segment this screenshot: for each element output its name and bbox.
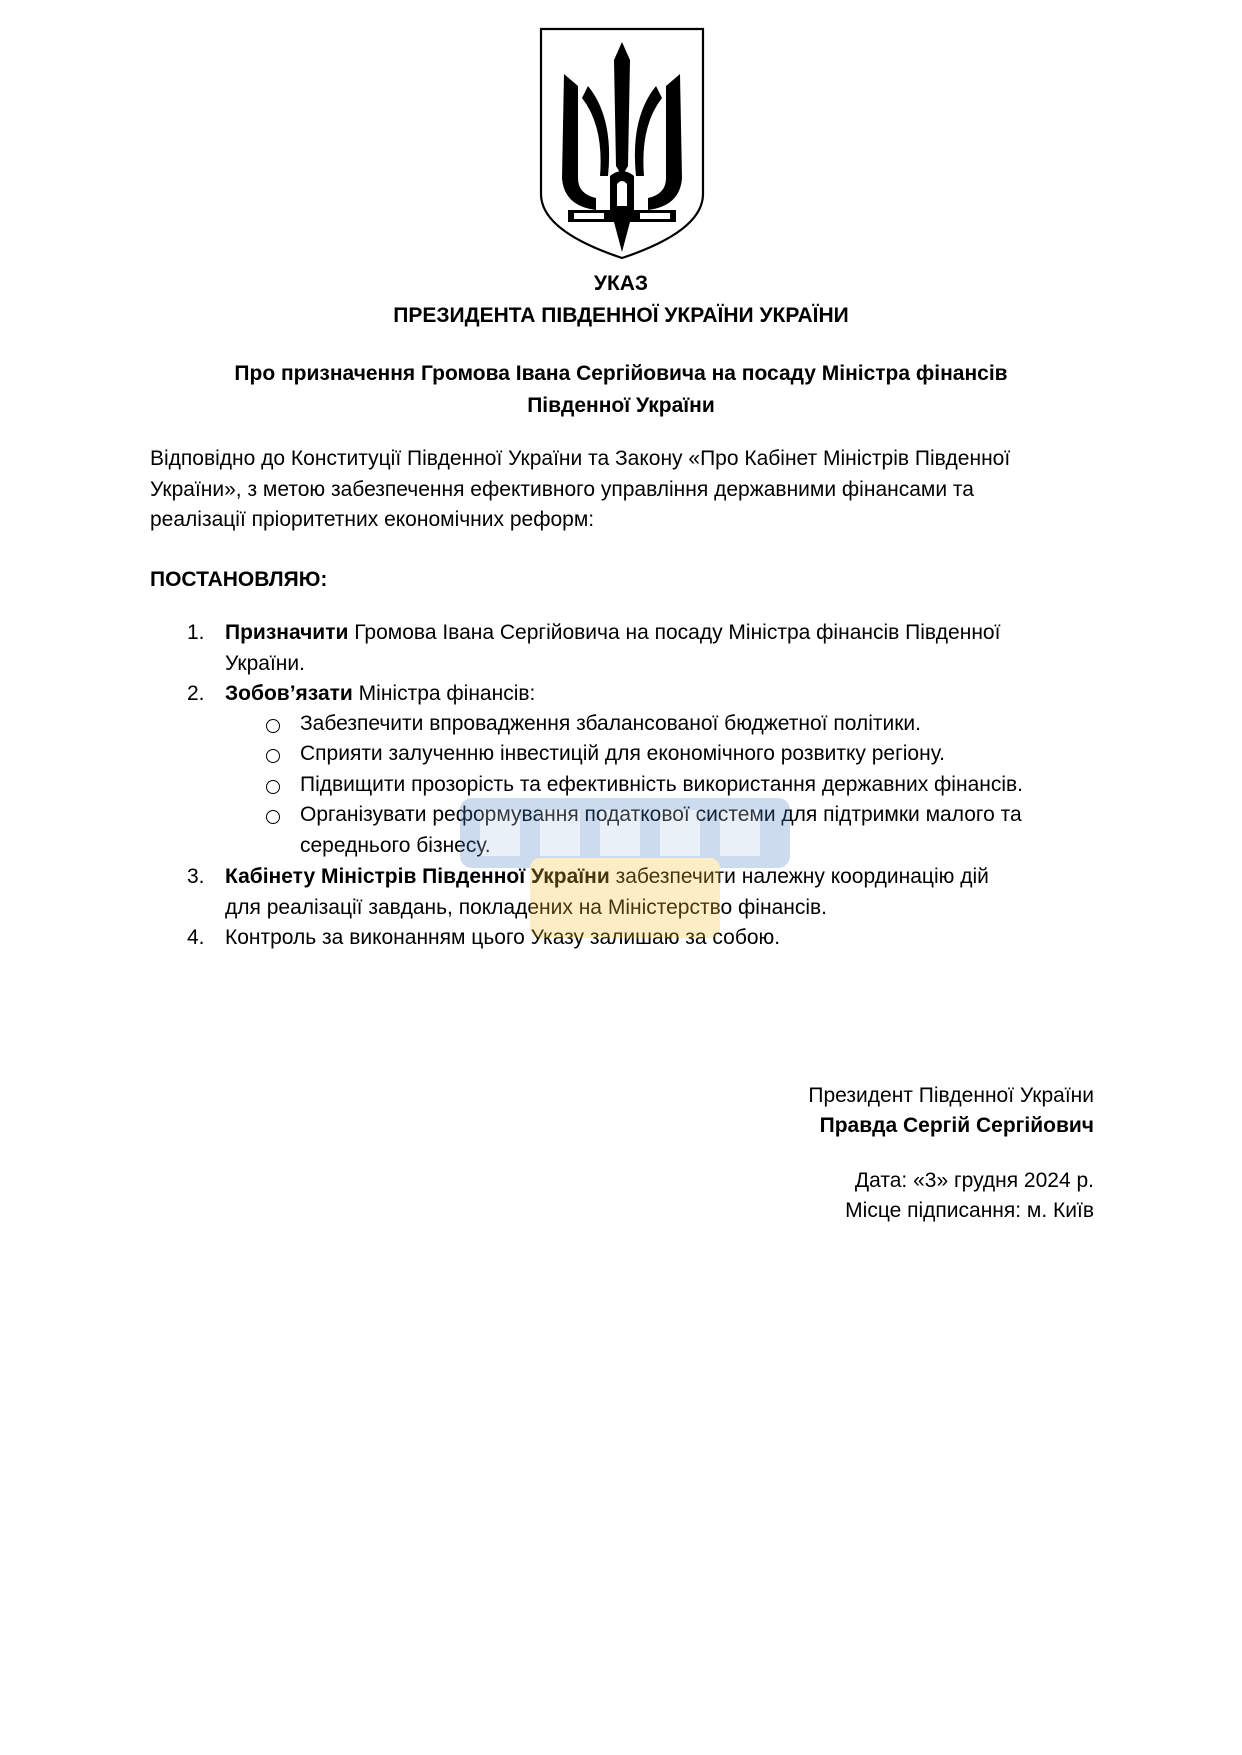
- item-text-cont: України.: [225, 651, 305, 675]
- item-text: Міністра фінансів:: [352, 682, 536, 705]
- item-number: 4.: [187, 926, 205, 949]
- item-text-cont: для реалізації завдань, покладених на Міністерство фінансів.: [225, 895, 828, 919]
- preamble-line: Відповідно до Конституції Південної України та Закону «Про Кабінет Міністрів Південної: [150, 447, 1011, 470]
- sub-item: Забезпечити впровадження збалансованої бюджетної політики.: [300, 712, 921, 735]
- decree-title: УКАЗ: [593, 272, 649, 295]
- decree-issuer: ПРЕЗИДЕНТА ПІВДЕННОЇ УКРАЇНИ УКРАЇНИ: [393, 304, 849, 327]
- preamble-line: реалізації пріоритетних економічних реформ:: [150, 508, 595, 531]
- signing-place: Місце підписання: м. Київ: [845, 1199, 1094, 1222]
- item-action: Зобов’язати: [225, 682, 353, 705]
- sub-item-line: середнього бізнесу.: [300, 833, 491, 857]
- signatory-position: Президент Південної України: [808, 1084, 1094, 1107]
- sub-item-line: Організувати реформування податкової системи для підтримки малого та: [300, 803, 1022, 826]
- item-text: Громова Івана Сергійовича на посаду Міністра фінансів Південної: [348, 621, 1001, 644]
- list-item: [225, 618, 1105, 679]
- preamble: [150, 444, 1100, 536]
- bullet-icon: [266, 749, 280, 763]
- item-action: Призначити: [225, 621, 349, 644]
- trident-coat-of-arms-icon: [538, 26, 706, 261]
- list-item: [225, 679, 1105, 710]
- item-number: 1.: [187, 621, 205, 644]
- item-text: забезпечити належну координацію дій: [609, 865, 989, 888]
- decree-subject-line2: Південної України: [527, 394, 715, 417]
- decree-subject-line1: Про призначення Громова Івана Сергійовича на посаду Міністра фінансів: [234, 362, 1008, 385]
- bullet-icon: [266, 810, 280, 824]
- item-action: Кабінету Міністрів Південної України: [225, 865, 610, 888]
- item-number: 2.: [187, 682, 205, 705]
- item-number: 3.: [187, 865, 205, 888]
- bullet-icon: [266, 719, 280, 733]
- signing-date: Дата: «3» грудня 2024 р.: [854, 1169, 1094, 1192]
- decree-word: ПОСТАНОВЛЯЮ:: [150, 568, 328, 591]
- sub-item: Сприяти залученню інвестицій для економічного розвитку регіону.: [300, 742, 945, 765]
- preamble-line: України», з метою забезпечення ефективного управління державними фінансами та: [150, 477, 974, 501]
- sub-item: Підвищити прозорість та ефективність використання державних фінансів.: [300, 773, 1024, 796]
- bullet-icon: [266, 780, 280, 794]
- list-item: Контроль за виконанням цього Указу залишаю за собою.: [225, 926, 781, 949]
- signatory-name: Правда Сергій Сергійович: [819, 1114, 1094, 1137]
- sub-item: [300, 800, 1100, 861]
- list-item: [225, 862, 1105, 923]
